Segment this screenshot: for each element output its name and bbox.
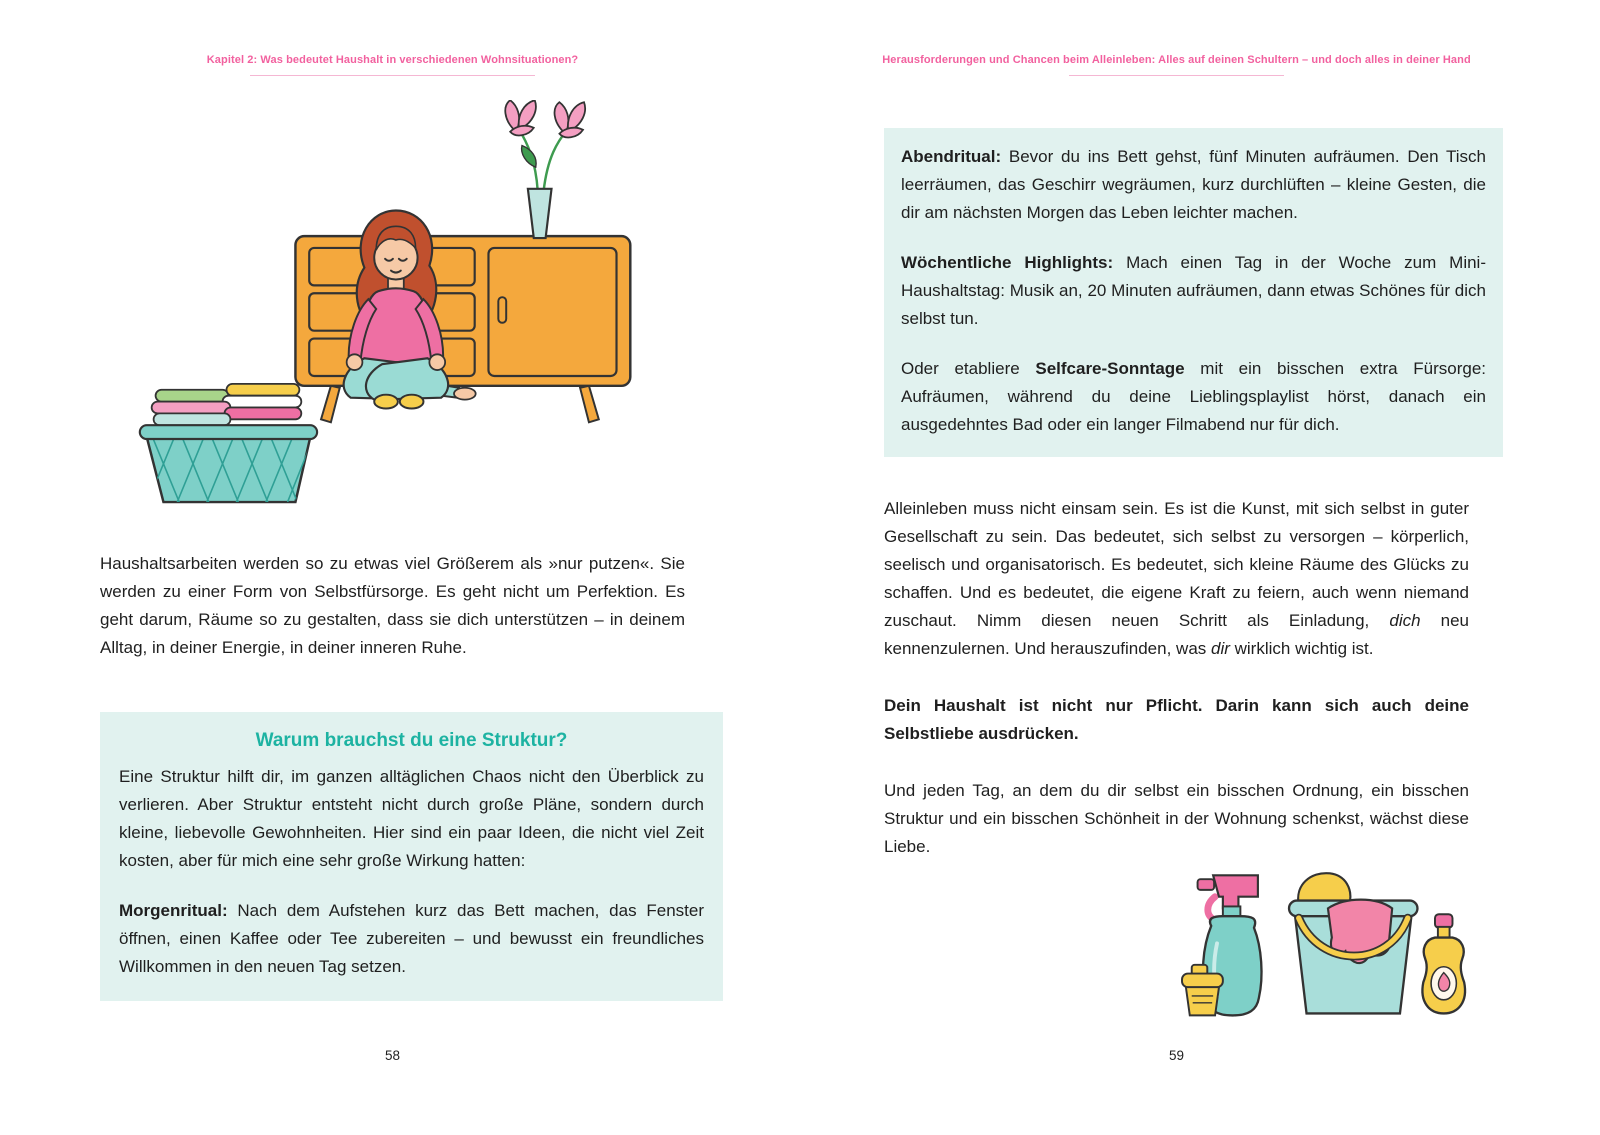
alleinleben-italic2: dir <box>1211 639 1230 658</box>
structure-box-title: Warum brauchst du eine Struktur? <box>255 730 568 751</box>
right-running-head <box>864 53 1489 76</box>
rituals-box <box>884 128 1503 457</box>
alleinleben-part1: Alleinleben muss nicht einsam sein. Es ist die Kunst, mit sich selbst in guter Gesellschaft zu sein. Das bedeutet, sich selbst zu versorgen – körperlich, seelisch und organisatorisch. Es bedeutet, sich kleine Räume des Glücks zu schaffen. Und es bedeutet, die eigene Kraft zu feiern, auch wenn niemand zuschaut. Nimm diesen neuen Schritt als Einladung, <box>884 499 1469 630</box>
abendritual-paragraph <box>901 143 1486 227</box>
right-running-head-text: Herausforderungen und Chancen beim Alleinleben: Alles auf deinen Schultern – und doch alles in deiner Hand <box>882 54 1471 66</box>
morgenritual-paragraph <box>119 897 704 981</box>
cleaning-supplies-illustration <box>1180 850 1472 1030</box>
left-running-head-text: Kapitel 2: Was bedeutet Haushalt in verschiedenen Wohnsituationen? <box>206 54 579 66</box>
left-intro-paragraph: Haushaltsarbeiten werden so zu etwas viel Größerem als »nur putzen«. Sie werden zu einer Form von Selbstfürsorge. Es geht nicht um Perfektion. Es geht darum, Räume so zu gestalten, dass sie dich unterstützen – in deinem Alltag, in deiner Energie, in deiner inneren Ruhe. <box>100 554 685 657</box>
laundry-basket-icon <box>140 384 317 502</box>
highlights-text: Mach einen Tag in der Woche zum Mini-Haushaltstag: Musik an, 20 Minuten aufräumen, dann etwas Schönes für dich selbst tun. <box>901 253 1486 328</box>
selbstliebe-bold-paragraph: Dein Haushalt ist nicht nur Pflicht. Darin kann sich auch deine Selbstliebe ausdrücken. <box>884 696 1469 743</box>
selfcare-bold: Selfcare-Sonntage <box>1035 359 1185 378</box>
selfcare-paragraph <box>901 355 1486 439</box>
alleinleben-italic1: dich <box>1389 611 1421 630</box>
abendritual-text: Bevor du ins Bett gehst, fünf Minuten aufräumen. Den Tisch leerräumen, das Geschirr wegräumen, kurz durchlüften – kleine Gesten, die dir am nächsten Morgen das Leben leichter machen. <box>901 147 1486 222</box>
left-running-head <box>80 53 705 76</box>
left-running-head-rule <box>250 75 535 76</box>
highlights-label: Wöchentliche Highlights: <box>901 253 1114 272</box>
vase-flowers-icon <box>505 100 585 238</box>
page-59 <box>882 0 1486 1135</box>
page-58 <box>100 0 704 1135</box>
woman-laundry-illustration-svg <box>128 100 650 519</box>
alleinleben-part3: wirklich wichtig ist. <box>1229 639 1374 658</box>
bucket-icon <box>1289 873 1417 1013</box>
closing-paragraph: Und jeden Tag, an dem du dir selbst ein bisschen Ordnung, ein bisschen Struktur und ein bisschen Schönheit in der Wohnung schenkst, wächst diese Liebe. <box>884 781 1469 856</box>
abendritual-label: Abendritual: <box>901 147 1002 166</box>
structure-box <box>100 712 723 1001</box>
selfcare-pre: Oder etabliere <box>901 359 1036 378</box>
highlights-paragraph <box>901 249 1486 333</box>
alleinleben-part2: neu kennenzulernen. Und herauszufinden, was <box>884 611 1469 658</box>
alleinleben-paragraph <box>884 495 1469 663</box>
left-page-number: 58 <box>384 1048 401 1063</box>
morgenritual-text: Nach dem Aufstehen kurz das Bett machen, das Fenster öffnen, einen Kaffee oder Tee zubereiten – und bewusst ein freundliches Willkommen in den neuen Tag setzen. <box>119 901 704 976</box>
cleaning-supplies-illustration-svg <box>1180 850 1472 1030</box>
selfcare-post: mit ein bisschen extra Fürsorge: Aufräumen, während du deine Lieblingsplaylist hörst, danach ein ausgedehntes Bad oder ein langer Filmabend nur für dich. <box>901 359 1486 434</box>
morgenritual-label: Morgenritual: <box>119 901 228 920</box>
dish-soap-icon <box>1422 914 1465 1013</box>
woman-laundry-illustration <box>128 100 650 519</box>
right-running-head-rule <box>1069 75 1284 76</box>
right-page-number: 59 <box>1168 1048 1185 1063</box>
structure-box-intro: Eine Struktur hilft dir, im ganzen alltäglichen Chaos nicht den Überblick zu verlieren. Aber Struktur entsteht nicht durch große Pläne, sondern durch kleine, liebevolle Gewohnheiten. Hier sind ein paar Ideen, die nicht viel Zeit kosten, aber für mich eine sehr große Wirkung hatten: <box>119 767 704 870</box>
